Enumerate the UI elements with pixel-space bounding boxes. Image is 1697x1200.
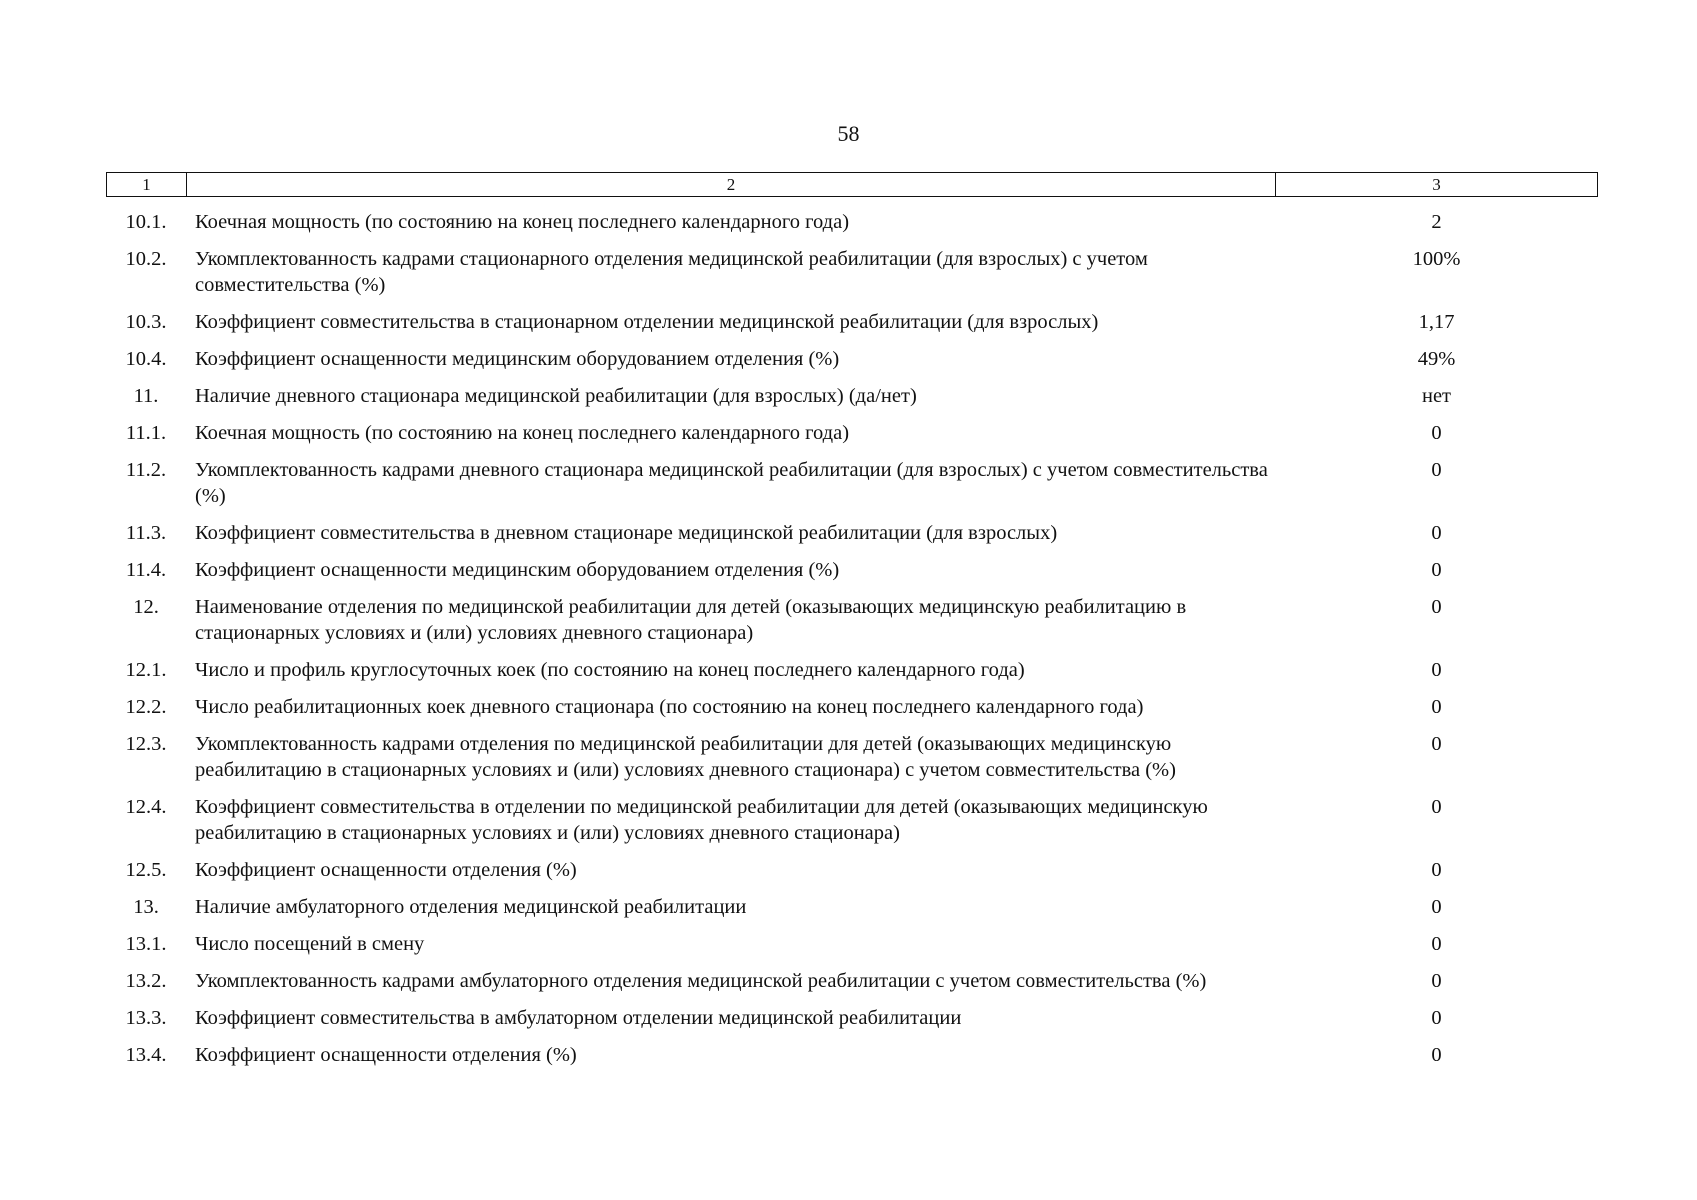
row-value: 0 — [1431, 733, 1442, 755]
page-number: 58 — [837, 121, 860, 146]
row-value: 0 — [1431, 659, 1442, 681]
row-description: Коэффициент совместительства в амбулаторном отделении медицинской реабилитации — [195, 1007, 962, 1029]
row-description: Коэффициент оснащенности отделения (%) — [195, 859, 577, 881]
table-row — [106, 594, 1598, 646]
table-row — [106, 457, 1598, 509]
table-row — [106, 557, 1598, 583]
row-number: 12. — [133, 596, 159, 618]
table-row — [106, 383, 1598, 409]
row-description: Число посещений в смену — [195, 933, 425, 955]
table-row — [106, 794, 1598, 846]
row-value: 0 — [1431, 559, 1442, 581]
row-value: 0 — [1431, 696, 1442, 718]
row-number: 12.2. — [125, 696, 167, 718]
row-value: 0 — [1431, 1007, 1442, 1029]
row-value: 100% — [1412, 248, 1461, 270]
table-row — [106, 968, 1598, 994]
table-row — [106, 420, 1598, 446]
table-row — [106, 894, 1598, 920]
row-description: Укомплектованность кадрами отделения по медицинской реабилитации для детей (оказывающих медицинскую реабилитацию в стационарных условиях и (или) условиях дневного стационара) с учетом совместительства (%) — [195, 733, 1176, 781]
row-value: 0 — [1431, 522, 1442, 544]
row-number: 10.1. — [125, 211, 167, 233]
row-number: 12.4. — [125, 796, 167, 818]
row-number: 12.3. — [125, 733, 167, 755]
row-description: Укомплектованность кадрами стационарного отделения медицинской реабилитации (для взрослых) с учетом совместительства (%) — [195, 248, 1148, 296]
row-number: 10.4. — [125, 348, 167, 370]
table-row — [106, 1005, 1598, 1031]
row-number: 10.3. — [125, 311, 167, 333]
table-row — [106, 246, 1598, 298]
row-description: Наличие дневного стационара медицинской реабилитации (для взрослых) (да/нет) — [195, 385, 917, 407]
table-row — [106, 309, 1598, 335]
row-description: Наличие амбулаторного отделения медицинской реабилитации — [195, 896, 747, 918]
row-number: 12.1. — [125, 659, 167, 681]
row-value: 0 — [1431, 859, 1442, 881]
row-description: Коэффициент оснащенности отделения (%) — [195, 1044, 577, 1066]
row-description: Коечная мощность (по состоянию на конец последнего календарного года) — [195, 422, 850, 444]
row-value: 0 — [1431, 459, 1442, 481]
table-row — [106, 731, 1598, 783]
row-number: 10.2. — [125, 248, 167, 270]
row-value: 0 — [1431, 970, 1442, 992]
table-row — [106, 857, 1598, 883]
row-value: 0 — [1431, 933, 1442, 955]
row-description: Коэффициент совместительства в дневном стационаре медицинской реабилитации (для взрослых) — [195, 522, 1058, 544]
row-number: 13. — [133, 896, 159, 918]
row-value: 0 — [1431, 1044, 1442, 1066]
table-header — [106, 172, 1598, 197]
row-description: Коечная мощность (по состоянию на конец последнего календарного года) — [195, 211, 850, 233]
row-value: 0 — [1431, 796, 1442, 818]
row-value: 2 — [1431, 211, 1442, 233]
row-number: 13.4. — [125, 1044, 167, 1066]
table-row — [106, 209, 1598, 235]
row-number: 11.4. — [125, 559, 167, 581]
row-number: 11.2. — [125, 459, 167, 481]
row-value: 0 — [1431, 422, 1442, 444]
row-description: Коэффициент совместительства в отделении по медицинской реабилитации для детей (оказывающих медицинскую реабилитацию в стационарных условиях и (или) условиях дневного стационара) — [195, 796, 1208, 844]
row-number: 13.1. — [125, 933, 167, 955]
row-description: Наименование отделения по медицинской реабилитации для детей (оказывающих медицинскую реабилитацию в стационарных условиях и (или) условиях дневного стационара) — [195, 596, 1187, 644]
row-description: Коэффициент оснащенности медицинским оборудованием отделения (%) — [195, 348, 840, 370]
table-row — [106, 694, 1598, 720]
row-description: Коэффициент оснащенности медицинским оборудованием отделения (%) — [195, 559, 840, 581]
row-value: нет — [1421, 385, 1452, 407]
table-row — [106, 931, 1598, 957]
row-value: 0 — [1431, 596, 1442, 618]
row-number: 12.5. — [125, 859, 167, 881]
header-col-2: 2 — [187, 173, 1276, 196]
row-value: 49% — [1417, 348, 1456, 370]
row-description: Укомплектованность кадрами амбулаторного отделения медицинской реабилитации с учетом совместительства (%) — [195, 970, 1207, 992]
row-description: Коэффициент совместительства в стационарном отделении медицинской реабилитации (для взрослых) — [195, 311, 1099, 333]
table-row — [106, 520, 1598, 546]
row-description: Число и профиль круглосуточных коек (по состоянию на конец последнего календарного года) — [195, 659, 1025, 681]
table-row — [106, 1042, 1598, 1068]
row-description: Число реабилитационных коек дневного стационара (по состоянию на конец последнего календарного года) — [195, 696, 1144, 718]
header-col-1: 1 — [107, 173, 187, 196]
row-number: 13.2. — [125, 970, 167, 992]
row-value: 0 — [1431, 896, 1442, 918]
row-description: Укомплектованность кадрами дневного стационара медицинской реабилитации (для взрослых) с учетом совместительства (%) — [195, 459, 1268, 507]
table-body — [106, 209, 1598, 1079]
table-row — [106, 346, 1598, 372]
row-number: 11.3. — [125, 522, 167, 544]
row-number: 11. — [133, 385, 159, 407]
row-number: 11.1. — [125, 422, 167, 444]
row-number: 13.3. — [125, 1007, 167, 1029]
table-row — [106, 657, 1598, 683]
row-value: 1,17 — [1418, 311, 1455, 333]
header-col-3: 3 — [1432, 175, 1441, 194]
